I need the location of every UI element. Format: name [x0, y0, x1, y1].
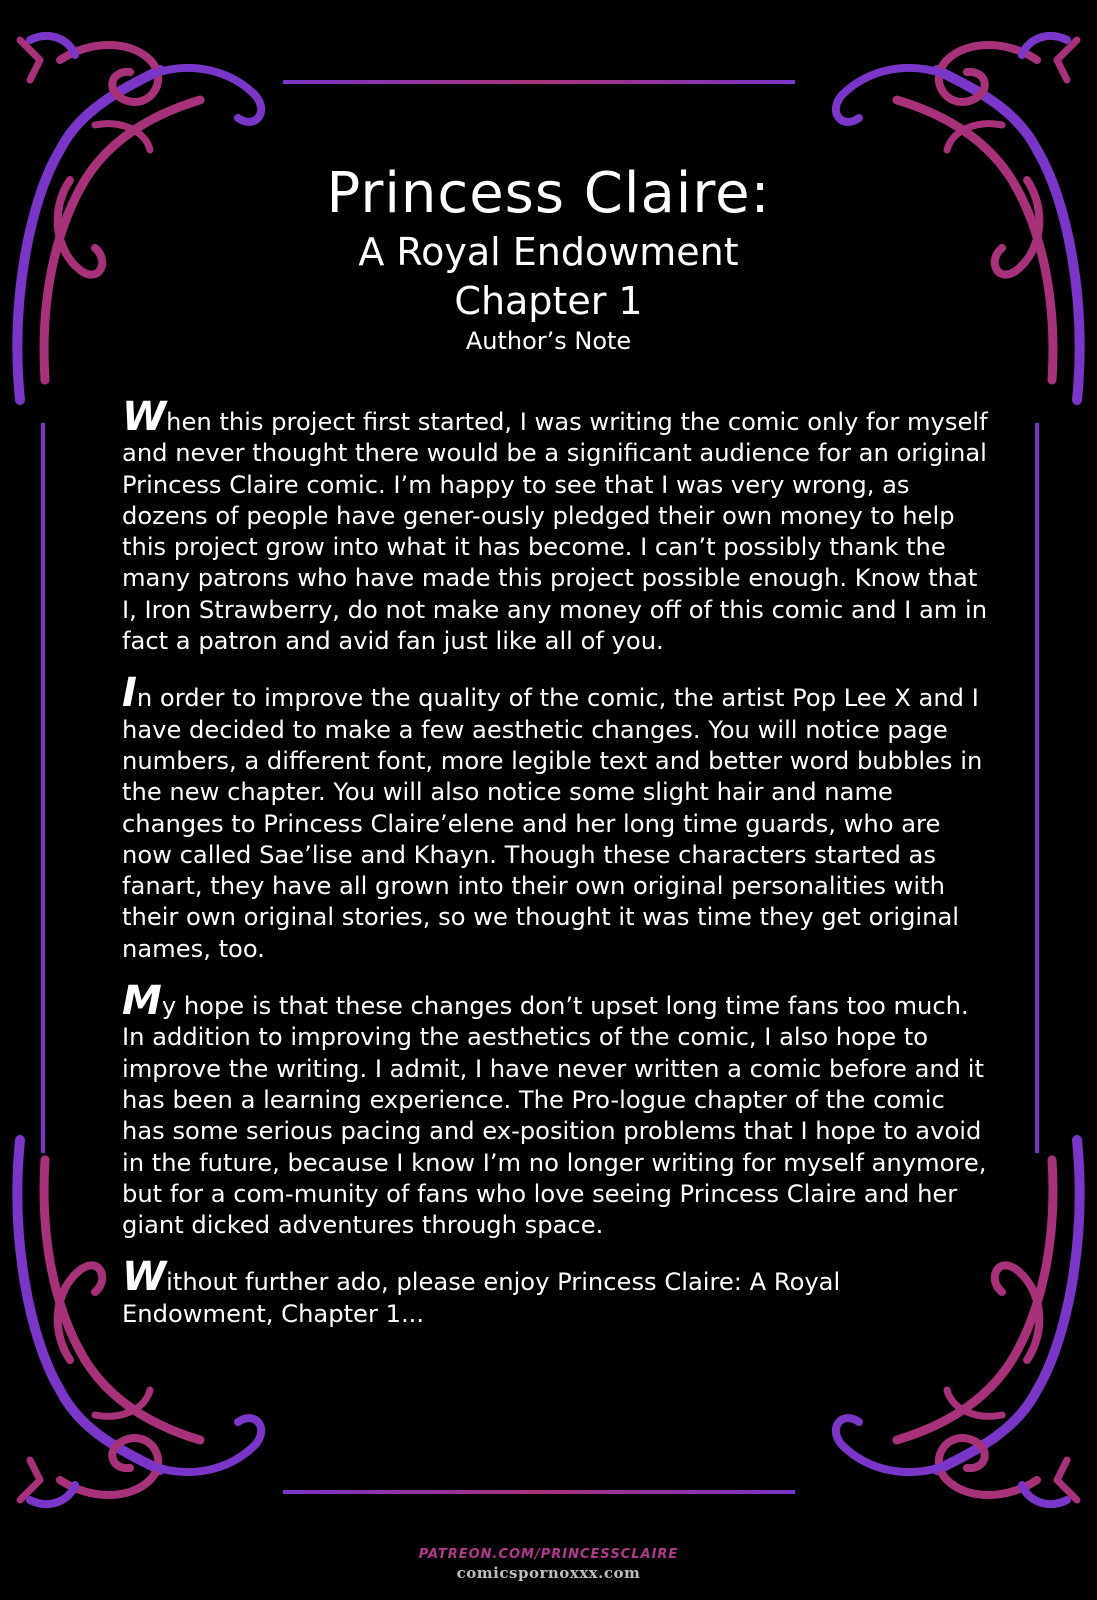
paragraph [122, 1254, 994, 1330]
body-text [122, 394, 994, 1351]
paragraph-text: hen this project first started, I was writing the comic only for myself and never thought there would be a significant audience for an original Princess Claire comic. I’m happy to see that I was very wrong, as dozens of people have gener-ously pledged their own money to help this project grow into what it has become. I can’t possibly thank the many patrons who have made this project possible enough. Know that I, Iron Strawberry, do not make any money off of this comic and I am in fact a patron and avid fan just like all of you. [122, 408, 988, 656]
paragraph [122, 670, 994, 965]
drop-cap: M [122, 978, 162, 1025]
chapter-label: Chapter 1 [454, 279, 643, 323]
page-subtitle: A Royal Endowment [358, 230, 739, 274]
paragraph [122, 978, 994, 1241]
page-title: Princess Claire: [326, 161, 771, 226]
drop-cap: W [122, 1254, 167, 1301]
paragraph-text: y hope is that these changes don’t upset long time fans too much. In addition to improving the aesthetics of the comic, I also hope to improve the writing. I admit, I have never written a comic before and it has been a learning experience. The Pro-logue chapter of the comic has some serious pacing and ex-position problems that I hope to avoid in the future, because I know I’m no longer writing for myself anymore, but for a com-munity of fans who love seeing Princess Claire and her giant dicked adventures through space. [122, 992, 987, 1240]
note-label: Author’s Note [465, 327, 632, 355]
paragraph-text: ithout further ado, please enjoy Princess Claire: A Royal Endowment, Chapter 1... [122, 1268, 841, 1328]
drop-cap: I [122, 670, 137, 717]
paragraph [122, 394, 994, 657]
title-block [0, 160, 1097, 356]
site-watermark: comicspornoxxx.com [456, 1564, 641, 1582]
drop-cap: W [122, 394, 167, 440]
footer [0, 1547, 1097, 1582]
patreon-link[interactable]: PATREON.COM/PRINCESSCLAIRE [418, 1547, 679, 1562]
paragraph-text: n order to improve the quality of the comic, the artist Pop Lee X and I have decided to make a few aesthetic changes. You will notice page numbers, a different font, more legible text and better word bubbles in the new chapter. You will also notice some slight hair and name changes to Princess Claire’elene and her long time guards, who are now called Sae’lise and Khayn. Though these characters started as fanart, they have all grown into their own original personalities with their own original stories, so we thought it was time they get original names, too. [122, 684, 983, 963]
